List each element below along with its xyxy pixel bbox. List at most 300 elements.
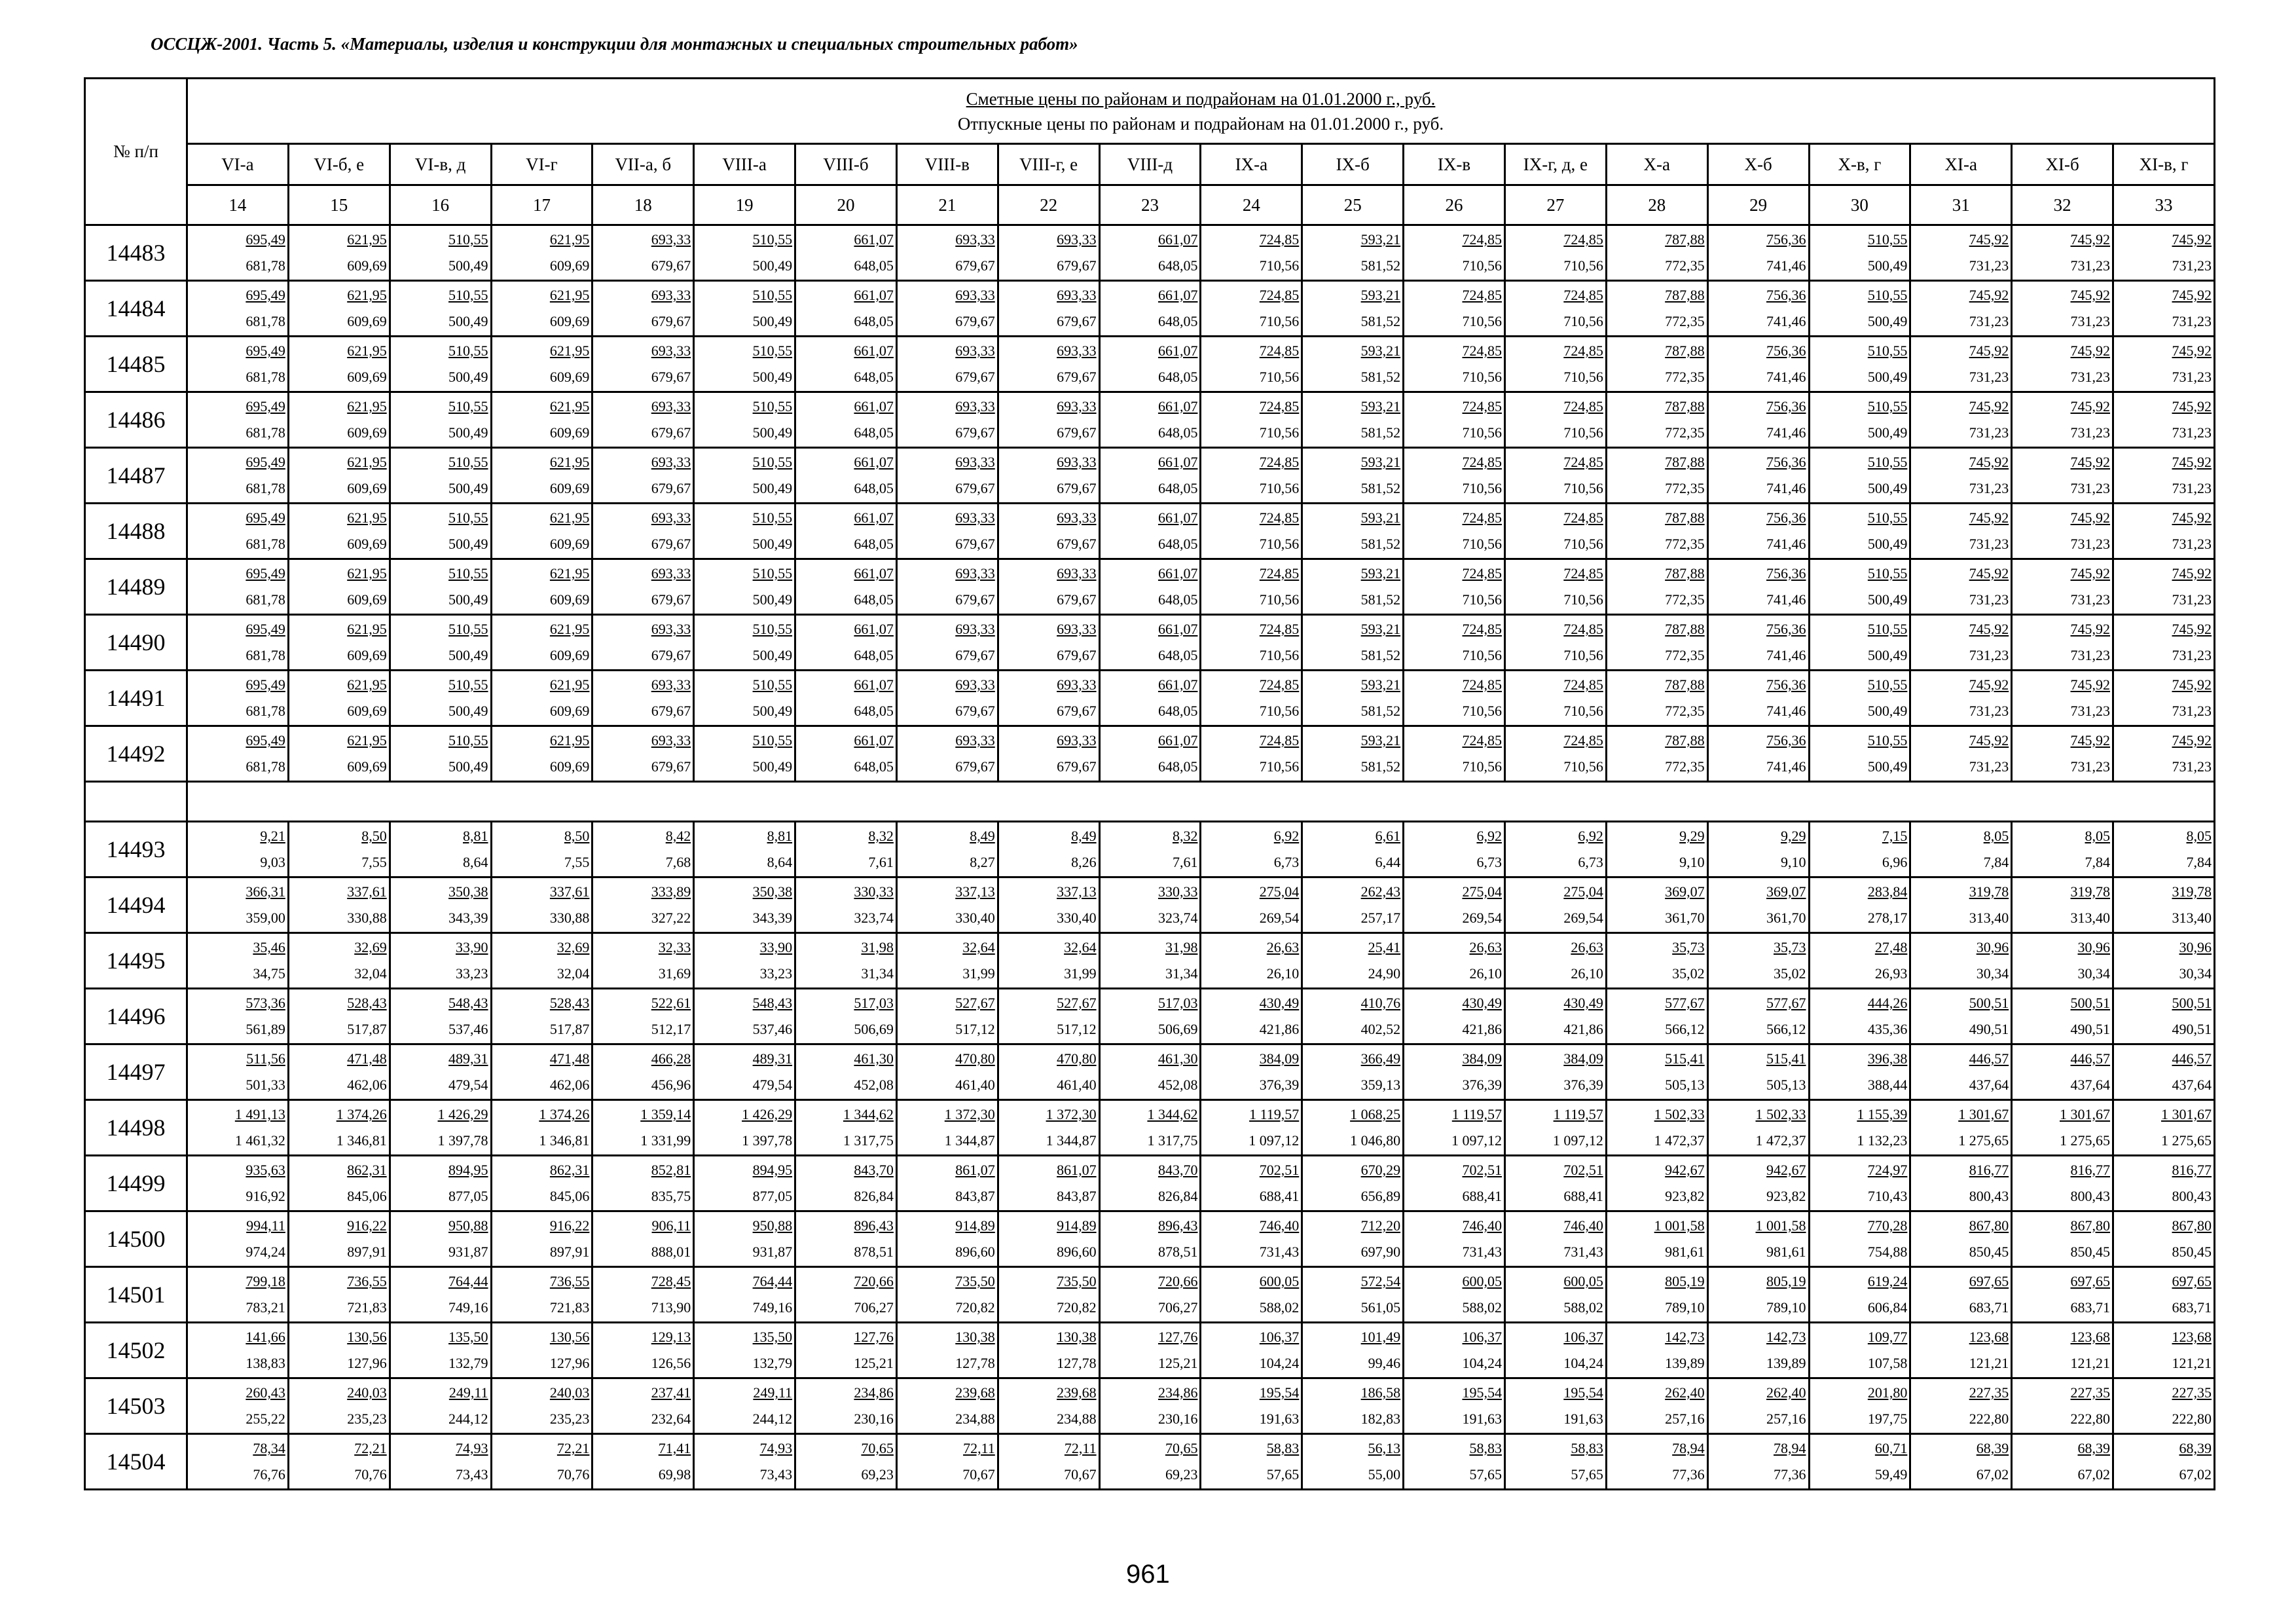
price-cell [998,504,1099,559]
estimated-price: 621,95 [347,342,387,359]
release-price: 462,06 [347,1077,387,1093]
estimated-price: 60,71 [1874,1440,1908,1456]
estimated-price: 593,21 [1360,621,1401,637]
table-row [85,822,2215,877]
price-cell [1504,1211,1606,1267]
estimated-price: 745,92 [2070,287,2111,303]
estimated-price: 745,92 [2172,509,2212,526]
price-cell [187,1267,289,1323]
estimated-price: 1 502,33 [1755,1106,1806,1122]
price-cell [1910,225,2012,281]
release-price: 230,16 [854,1411,894,1427]
estimated-price: 861,07 [955,1162,995,1178]
estimated-price: 916,22 [549,1217,590,1234]
release-price: 1 132,23 [1857,1132,1908,1149]
price-cell [896,1267,998,1323]
release-price: 581,52 [1360,591,1401,608]
release-price: 850,45 [2070,1244,2111,1260]
price-cell [390,337,491,392]
estimated-price: 745,92 [1969,398,2009,415]
estimated-price: 661,07 [854,398,894,415]
price-cell [1606,1434,1707,1490]
row-number: 14495 [85,933,187,989]
release-price: 679,67 [1057,536,1097,552]
estimated-price: 695,49 [246,732,285,748]
price-cell [896,448,998,504]
release-price: 234,88 [1057,1411,1097,1427]
estimated-price: 130,38 [955,1329,995,1345]
row-number: 14489 [85,559,187,615]
price-cell [1707,504,1809,559]
price-cell [288,281,390,337]
release-price: 127,78 [955,1355,995,1371]
release-price: 772,35 [1665,758,1705,775]
estimated-price: 745,92 [2070,732,2111,748]
estimated-price: 950,88 [448,1217,488,1234]
estimated-price: 787,88 [1665,565,1705,581]
estimated-price: 527,67 [955,995,995,1011]
price-cell [1606,337,1707,392]
release-price: 772,35 [1665,313,1705,329]
estimated-price: 764,44 [752,1273,793,1289]
price-cell [795,392,897,448]
price-cell [1910,1211,2012,1267]
price-cell [1099,1044,1201,1100]
release-price: 69,23 [861,1466,894,1483]
release-price: 7,84 [2085,854,2111,870]
price-cell [187,726,289,782]
row-number: 14499 [85,1156,187,1211]
price-cell [288,1323,390,1378]
estimated-price: 8,49 [1071,828,1097,844]
estimated-price: 72,21 [354,1440,387,1456]
estimated-price: 227,35 [2070,1384,2111,1401]
column-index: 30 [1809,185,1910,225]
release-price: 850,45 [1969,1244,2009,1260]
release-price: 731,23 [1969,424,2009,441]
estimated-price: 661,07 [1157,454,1198,470]
release-price: 679,67 [1057,591,1097,608]
price-cell [1910,877,2012,933]
estimated-price: 745,92 [1969,676,2009,693]
release-price: 244,12 [752,1411,793,1427]
price-cell [998,225,1099,281]
price-cell [2113,1100,2215,1156]
release-price: 1 317,75 [1147,1132,1198,1149]
price-cell [1404,822,1505,877]
region-header: VIII-д [1099,144,1201,185]
price-cell [491,225,592,281]
release-price: 710,56 [1563,758,1603,775]
release-price: 974,24 [246,1244,285,1260]
price-cell [491,726,592,782]
price-cell [1809,989,1910,1044]
price-cell [1707,1267,1809,1323]
estimated-price: 745,92 [1969,732,2009,748]
price-cell [1201,1323,1302,1378]
release-price: 70,76 [556,1466,590,1483]
release-price: 581,52 [1360,369,1401,385]
release-price: 7,84 [2186,854,2212,870]
release-price: 710,56 [1462,480,1502,496]
price-cell [1606,1100,1707,1156]
price-cell [1504,726,1606,782]
release-price: 679,67 [651,647,691,663]
release-price: 500,49 [448,536,488,552]
price-cell [1707,726,1809,782]
price-cell [1099,1211,1201,1267]
release-price: 826,84 [854,1188,894,1204]
release-price: 376,39 [1259,1077,1300,1093]
release-price: 359,00 [246,910,285,926]
price-cell [998,1156,1099,1211]
estimated-price: 142,73 [1665,1329,1705,1345]
release-price: 681,78 [246,536,285,552]
release-price: 609,69 [549,703,590,719]
price-cell [491,448,592,504]
price-cell [1504,989,1606,1044]
estimated-price: 510,55 [752,454,793,470]
estimated-price: 756,36 [1766,509,1806,526]
estimated-price: 71,41 [658,1440,691,1456]
price-cell [390,281,491,337]
row-number: 14503 [85,1378,187,1434]
estimated-price: 896,43 [1157,1217,1198,1234]
price-cell [1099,559,1201,615]
release-price: 359,13 [1360,1077,1401,1093]
release-price: 731,23 [2172,536,2212,552]
price-cell [694,1211,795,1267]
price-cell [896,225,998,281]
price-cell [896,559,998,615]
release-price: 57,65 [1469,1466,1502,1483]
estimated-price: 466,28 [651,1050,691,1067]
column-index: 22 [998,185,1099,225]
estimated-price: 950,88 [752,1217,793,1234]
estimated-price: 510,55 [448,287,488,303]
release-price: 679,67 [1057,703,1097,719]
price-cell [592,337,694,392]
estimated-price: 577,67 [1766,995,1806,1011]
price-cell [390,1434,491,1490]
release-price: 107,58 [1867,1355,1908,1371]
price-cell [592,822,694,877]
release-price: 609,69 [347,480,387,496]
region-header: IX-а [1201,144,1302,185]
price-cell [795,1044,897,1100]
price-cell [795,933,897,989]
price-cell [896,1323,998,1378]
estimated-price: 470,80 [955,1050,995,1067]
row-number: 14483 [85,225,187,281]
estimated-price: 600,05 [1462,1273,1502,1289]
price-cell [1910,1100,2012,1156]
release-price: 191,63 [1563,1411,1603,1427]
estimated-price: 201,80 [1867,1384,1908,1401]
estimated-price: 9,29 [1679,828,1705,844]
release-price: 679,67 [651,480,691,496]
price-cell [694,1156,795,1211]
price-cell [2113,933,2215,989]
estimated-price: 489,31 [448,1050,488,1067]
release-price: 741,46 [1766,703,1806,719]
estimated-price: 787,88 [1665,287,1705,303]
price-cell [592,281,694,337]
estimated-price: 72,11 [963,1440,995,1456]
table-row [85,281,2215,337]
price-cell [1606,933,1707,989]
release-price: 648,05 [854,703,894,719]
price-cell [1707,822,1809,877]
release-price: 681,78 [246,424,285,441]
release-price: 500,49 [448,313,488,329]
price-cell [288,1044,390,1100]
estimated-price: 693,33 [1057,621,1097,637]
price-cell [1404,1156,1505,1211]
release-price: 731,23 [2172,424,2212,441]
release-price: 710,56 [1462,313,1502,329]
price-cell [896,877,998,933]
estimated-price: 8,42 [665,828,691,844]
release-price: 138,83 [246,1355,285,1371]
release-price: 67,02 [1976,1466,2009,1483]
price-cell [491,1044,592,1100]
price-cell [795,1100,897,1156]
release-price: 500,49 [752,536,793,552]
price-cell [1809,1156,1910,1211]
price-cell [187,877,289,933]
release-price: 566,12 [1665,1021,1705,1037]
row-number: 14494 [85,877,187,933]
estimated-price: 670,29 [1360,1162,1401,1178]
estimated-price: 702,51 [1462,1162,1502,1178]
release-price: 731,23 [2070,647,2111,663]
price-cell [592,877,694,933]
release-price: 278,17 [1867,910,1908,926]
estimated-price: 661,07 [854,342,894,359]
estimated-price: 756,36 [1766,231,1806,248]
estimated-price: 724,97 [1867,1162,1908,1178]
estimated-price: 724,85 [1259,231,1300,248]
estimated-price: 724,85 [1259,676,1300,693]
price-cell [491,989,592,1044]
estimated-price: 756,36 [1766,732,1806,748]
release-price: 731,23 [1969,369,2009,385]
release-price: 479,54 [448,1077,488,1093]
price-cell [390,822,491,877]
price-cell [1404,448,1505,504]
estimated-price: 600,05 [1259,1273,1300,1289]
price-cell [1302,989,1404,1044]
estimated-price: 724,85 [1259,454,1300,470]
estimated-price: 517,03 [854,995,894,1011]
estimated-price: 384,09 [1259,1050,1300,1067]
release-price: 33,23 [759,965,793,982]
price-cell [1809,448,1910,504]
estimated-price: 430,49 [1259,995,1300,1011]
release-price: 1 275,65 [2161,1132,2212,1149]
estimated-price: 693,33 [651,287,691,303]
release-price: 26,93 [1874,965,1908,982]
price-cell [694,1267,795,1323]
estimated-price: 471,48 [549,1050,590,1067]
price-cell [896,933,998,989]
price-cell [288,392,390,448]
release-price: 561,89 [246,1021,285,1037]
price-cell [795,726,897,782]
price-cell [2012,726,2113,782]
price-cell [694,1100,795,1156]
release-price: 877,05 [752,1188,793,1204]
release-price: 741,46 [1766,424,1806,441]
price-cell [1302,1044,1404,1100]
estimated-price: 8,49 [970,828,995,844]
release-price: 679,67 [1057,480,1097,496]
price-cell [1910,989,2012,1044]
estimated-price: 799,18 [246,1273,285,1289]
release-price: 69,23 [1165,1466,1198,1483]
release-price: 330,88 [347,910,387,926]
price-cell [592,1211,694,1267]
price-cell [390,726,491,782]
estimated-price: 621,95 [549,565,590,581]
release-price: 343,39 [752,910,793,926]
estimated-price: 9,21 [260,828,285,844]
price-cell [1606,989,1707,1044]
release-price: 323,74 [854,910,894,926]
release-price: 609,69 [549,480,590,496]
estimated-price: 894,95 [448,1162,488,1178]
release-price: 139,89 [1766,1355,1806,1371]
release-price: 648,05 [1157,758,1198,775]
price-cell [1201,392,1302,448]
price-cell [1504,559,1606,615]
price-cell [491,1211,592,1267]
release-price: 437,64 [1969,1077,2009,1093]
price-cell [694,822,795,877]
price-cell [998,559,1099,615]
estimated-price: 489,31 [752,1050,793,1067]
estimated-price: 693,33 [651,732,691,748]
price-cell [187,281,289,337]
estimated-price: 1 301,67 [2060,1106,2111,1122]
release-price: 606,84 [1867,1299,1908,1316]
release-price: 452,08 [1157,1077,1198,1093]
price-cell [1707,1323,1809,1378]
price-cell [795,671,897,726]
estimated-price: 350,38 [752,883,793,900]
release-price: 731,23 [2172,257,2212,274]
price-cell [491,822,592,877]
estimated-price: 661,07 [1157,287,1198,303]
price-cell [795,559,897,615]
estimated-price: 746,40 [1259,1217,1300,1234]
release-price: 313,40 [2070,910,2111,926]
release-price: 710,56 [1563,369,1603,385]
release-price: 741,46 [1766,647,1806,663]
price-cell [1606,822,1707,877]
release-price: 330,40 [955,910,995,926]
estimated-price: 894,95 [752,1162,793,1178]
price-cell [694,392,795,448]
estimated-price: 1 374,26 [539,1106,590,1122]
price-cell [694,559,795,615]
estimated-price: 661,07 [1157,676,1198,693]
price-cell [2012,504,2113,559]
release-price: 710,56 [1259,369,1300,385]
price-cell [2113,1211,2215,1267]
release-price: 731,23 [1969,647,2009,663]
price-cell [1099,726,1201,782]
estimated-price: 805,19 [1665,1273,1705,1289]
estimated-price: 123,68 [1969,1329,2009,1345]
release-price: 710,56 [1563,591,1603,608]
release-price: 67,02 [2077,1466,2111,1483]
estimated-price: 724,85 [1563,509,1603,526]
release-price: 731,23 [2172,758,2212,775]
estimated-price: 728,45 [651,1273,691,1289]
price-cell [1302,615,1404,671]
estimated-price: 1 372,30 [1046,1106,1097,1122]
price-cell [998,281,1099,337]
price-cell [1504,1267,1606,1323]
price-cell [288,1156,390,1211]
price-cell [1404,225,1505,281]
estimated-price: 756,36 [1766,565,1806,581]
price-cell [1404,1378,1505,1434]
row-number: 14500 [85,1211,187,1267]
release-price: 77,36 [1672,1466,1705,1483]
release-price: 731,23 [1969,758,2009,775]
estimated-price: 106,37 [1462,1329,1502,1345]
estimated-price: 695,49 [246,676,285,693]
estimated-price: 693,33 [955,676,995,693]
release-price: 77,36 [1774,1466,1806,1483]
estimated-price: 510,55 [448,509,488,526]
estimated-price: 600,05 [1563,1273,1603,1289]
release-price: 679,67 [651,424,691,441]
estimated-price: 724,85 [1563,565,1603,581]
price-cell [1404,877,1505,933]
estimated-price: 661,07 [854,454,894,470]
table-row [85,877,2215,933]
release-price: 721,83 [347,1299,387,1316]
table-row [85,1211,2215,1267]
estimated-price: 68,39 [2077,1440,2111,1456]
estimated-price: 745,92 [1969,454,2009,470]
release-price: 8,64 [463,854,488,870]
release-price: 835,75 [651,1188,691,1204]
release-price: 609,69 [347,591,387,608]
release-price: 191,63 [1259,1411,1300,1427]
price-cell [896,392,998,448]
estimated-price: 510,55 [752,732,793,748]
release-price: 581,52 [1360,647,1401,663]
price-cell [592,1100,694,1156]
estimated-price: 109,77 [1867,1329,1908,1345]
estimated-price: 27,48 [1874,939,1908,955]
price-cell [694,989,795,1044]
release-price: 679,67 [1057,647,1097,663]
estimated-price: 661,07 [1157,565,1198,581]
release-price: 681,78 [246,257,285,274]
release-price: 648,05 [854,257,894,274]
price-cell [592,225,694,281]
price-cell [1809,559,1910,615]
price-cell [1504,1434,1606,1490]
release-price: 731,23 [2070,313,2111,329]
estimated-price: 693,33 [1057,676,1097,693]
